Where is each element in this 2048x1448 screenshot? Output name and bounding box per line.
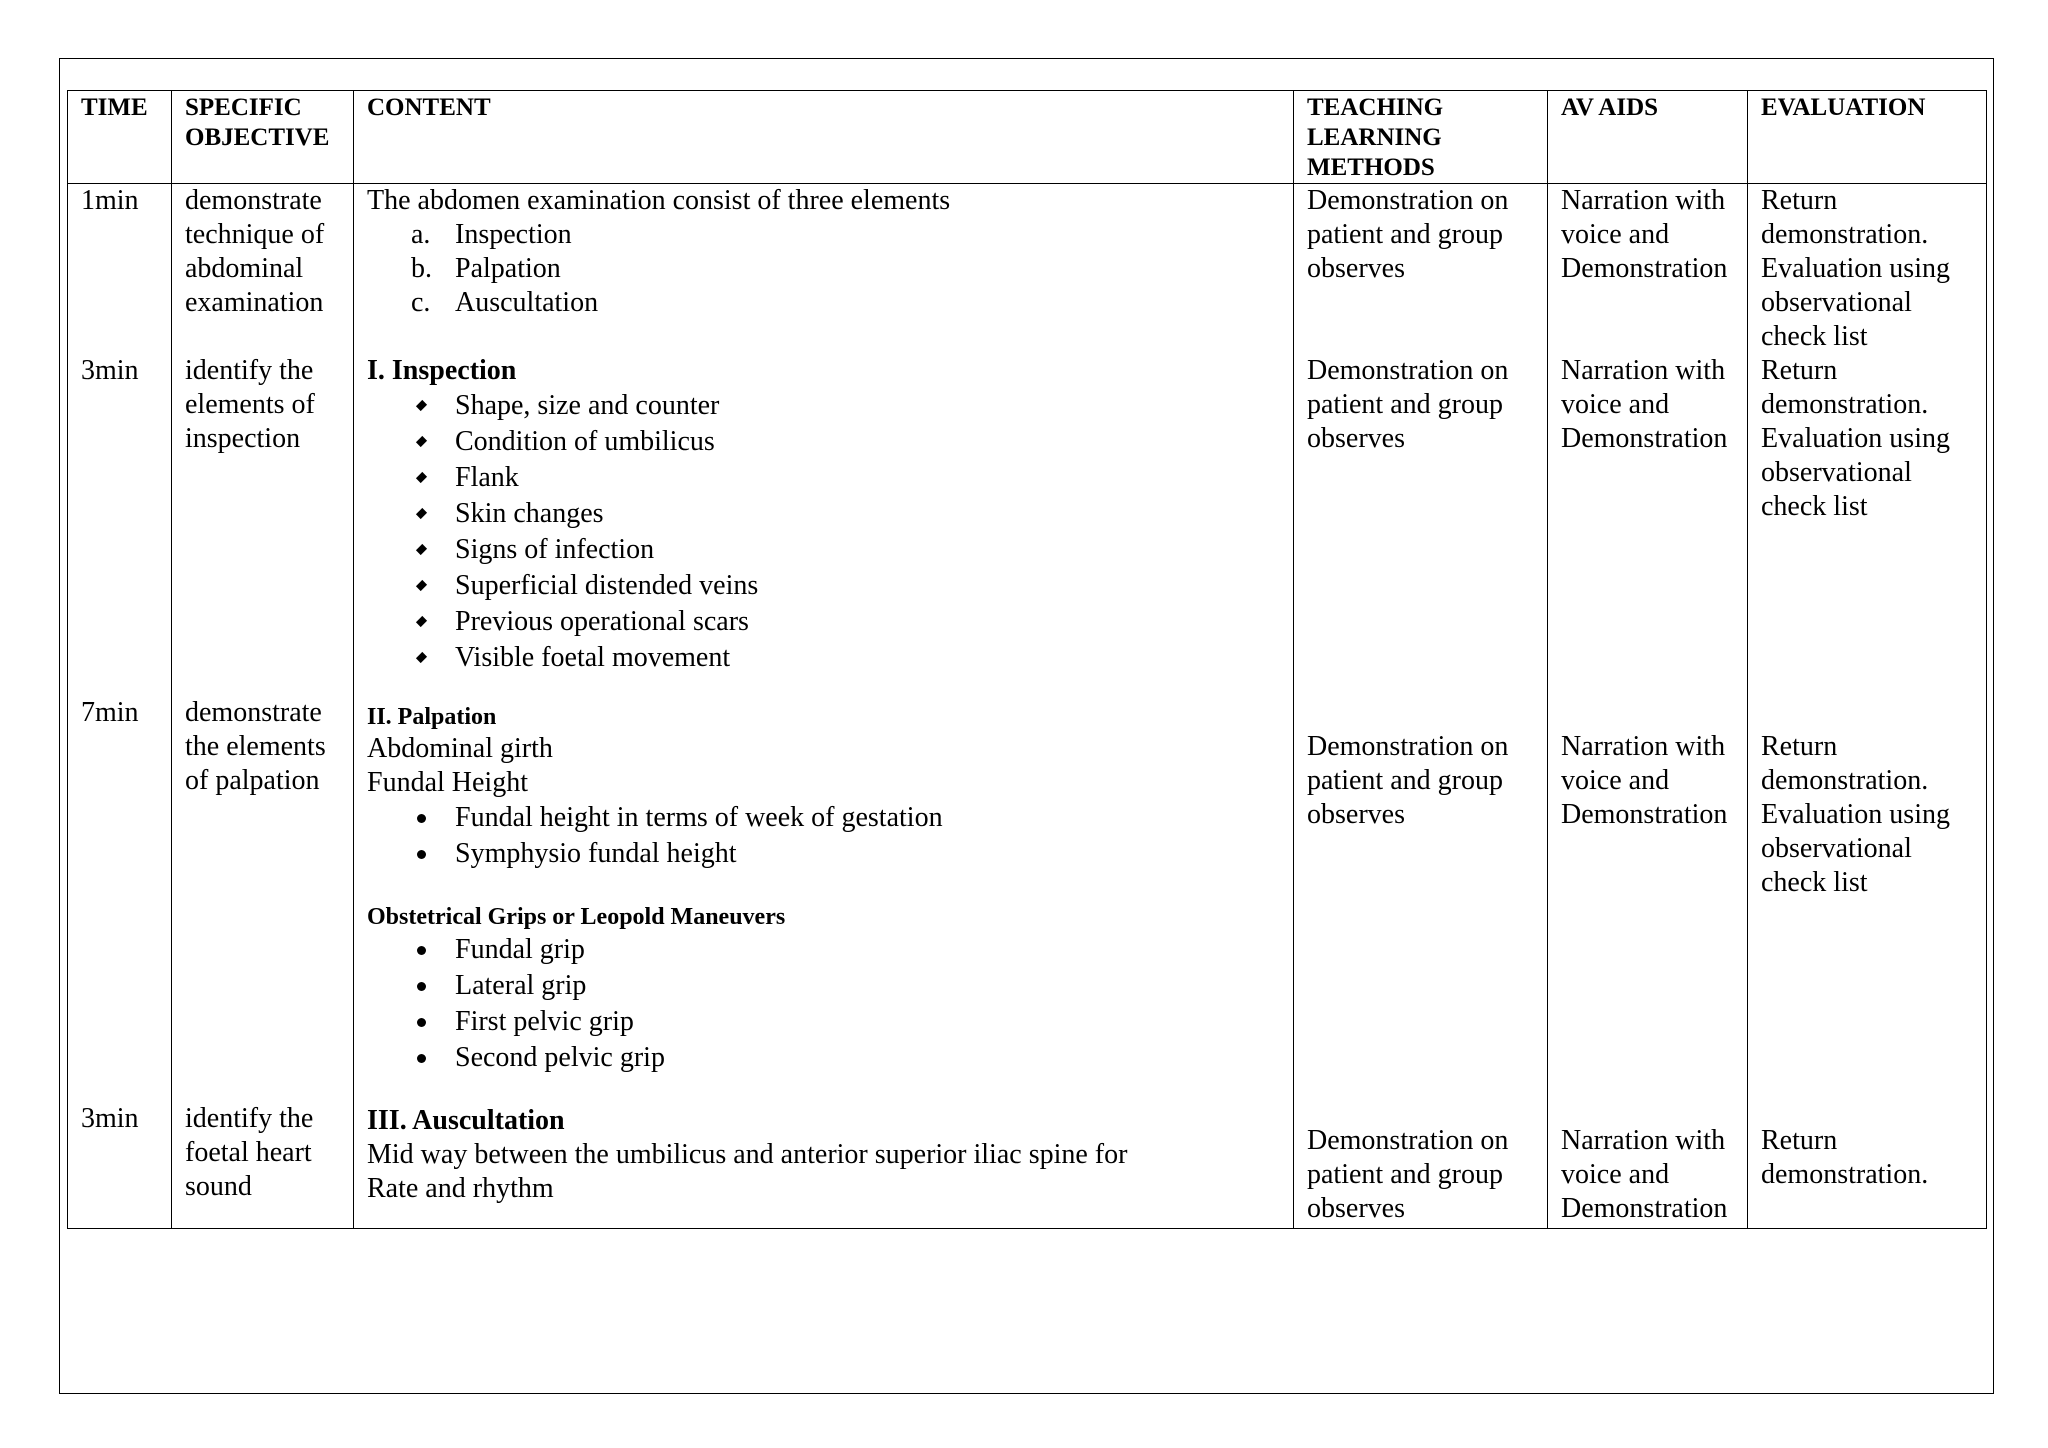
list-item: [367, 836, 1293, 872]
time-cell: [68, 354, 172, 696]
content-line: Rate and rhythm: [367, 1173, 554, 1204]
list-item: [367, 800, 1293, 836]
evaluation-line: Evaluation using: [1761, 799, 1950, 830]
list-item: [367, 424, 1293, 460]
objective-cell: [172, 696, 354, 1102]
table-row: [68, 1102, 1987, 1229]
list-item: [367, 218, 1293, 252]
av-aids-line: Demonstration: [1561, 799, 1728, 830]
list-item-text: Condition of umbilicus: [455, 426, 715, 457]
list-item-text: Second pelvic grip: [455, 1042, 665, 1073]
header-content: CONTENT: [354, 91, 1294, 184]
methods-line: Demonstration on: [1307, 185, 1509, 216]
section-heading-auscultation: III. Auscultation: [367, 1105, 565, 1136]
evaluation-line: observational: [1761, 287, 1912, 318]
methods-line: observes: [1307, 1193, 1405, 1224]
diamond-bullet-icon: [416, 652, 427, 663]
methods-line: patient and group: [1307, 765, 1503, 796]
bullet-icon: [417, 814, 426, 823]
evaluation-line: Return: [1761, 1125, 1838, 1156]
list-item: [367, 532, 1293, 568]
list-item: [367, 388, 1293, 424]
methods-line: patient and group: [1307, 219, 1503, 250]
spacer: [1561, 696, 1747, 730]
list-item: [367, 496, 1293, 532]
list-item-text: Previous operational scars: [455, 606, 749, 637]
section-heading-palpation: II. Palpation: [367, 704, 497, 730]
content-cell: [354, 184, 1294, 355]
time-value: 1min: [81, 185, 139, 216]
spacer: [1561, 1102, 1747, 1124]
evaluation-line: check list: [1761, 867, 1868, 898]
bullet-icon: [417, 946, 426, 955]
objective-line: examination: [185, 287, 324, 318]
content-cell: [354, 354, 1294, 696]
elements-list: [367, 218, 1293, 320]
list-item-text: Superficial distended veins: [455, 570, 759, 601]
list-item-text: Visible foetal movement: [455, 642, 731, 673]
content-intro: The abdomen examination consist of three elements: [367, 185, 951, 216]
list-item-text: Skin changes: [455, 498, 604, 529]
list-marker: b.: [411, 253, 432, 284]
methods-cell: [1294, 184, 1548, 355]
time-cell: [68, 1102, 172, 1229]
list-item-text: Symphysio fundal height: [455, 838, 737, 869]
list-marker: a.: [411, 219, 431, 250]
av-aids-cell: [1548, 696, 1748, 1102]
diamond-bullet-icon: [416, 616, 427, 627]
evaluation-line: demonstration.: [1761, 219, 1929, 250]
methods-cell: [1294, 696, 1548, 1102]
list-item: [367, 568, 1293, 604]
list-item-text: Lateral grip: [455, 970, 587, 1001]
objective-line: demonstrate: [185, 185, 322, 216]
bullet-icon: [417, 1018, 426, 1027]
time-value: 7min: [81, 697, 139, 728]
av-aids-line: voice and: [1561, 1159, 1670, 1190]
diamond-bullet-icon: [416, 508, 427, 519]
evaluation-line: check list: [1761, 491, 1868, 522]
time-cell: [68, 696, 172, 1102]
objective-line: elements of: [185, 389, 315, 420]
list-item-text: First pelvic grip: [455, 1006, 634, 1037]
objective-line: identify the: [185, 355, 314, 386]
av-aids-cell: [1548, 184, 1748, 355]
evaluation-cell: [1748, 1102, 1987, 1229]
list-item: [367, 1004, 1293, 1040]
evaluation-line: demonstration.: [1761, 765, 1929, 796]
evaluation-cell: [1748, 354, 1987, 696]
leopold-grips-list: [367, 932, 1293, 1076]
av-aids-line: Narration with: [1561, 355, 1726, 386]
time-cell: [68, 184, 172, 355]
objective-line: demonstrate: [185, 697, 322, 728]
methods-line: observes: [1307, 799, 1405, 830]
bullet-icon: [417, 1054, 426, 1063]
objective-line: of palpation: [185, 765, 320, 796]
header-time: TIME: [68, 91, 172, 184]
evaluation-line: demonstration.: [1761, 1159, 1929, 1190]
header-av-aids: AV AIDS: [1548, 91, 1748, 184]
evaluation-line: Evaluation using: [1761, 423, 1950, 454]
content-cell: [354, 1102, 1294, 1229]
methods-line: observes: [1307, 423, 1405, 454]
evaluation-line: check list: [1761, 321, 1868, 352]
content-line: Abdominal girth: [367, 733, 553, 764]
objective-line: technique of: [185, 219, 325, 250]
evaluation-line: Return: [1761, 185, 1838, 216]
av-aids-line: Demonstration: [1561, 1193, 1728, 1224]
objective-cell: [172, 184, 354, 355]
fundal-height-list: [367, 800, 1293, 872]
av-aids-cell: [1548, 354, 1748, 696]
diamond-bullet-icon: [416, 436, 427, 447]
table-row: [68, 184, 1987, 355]
list-item: [367, 968, 1293, 1004]
inspection-list: [367, 388, 1293, 676]
list-item-text: Flank: [455, 462, 519, 493]
spacer: [367, 872, 1293, 902]
av-aids-line: voice and: [1561, 765, 1670, 796]
list-item-text: Auscultation: [455, 287, 599, 318]
evaluation-cell: [1748, 696, 1987, 1102]
objective-cell: [172, 354, 354, 696]
list-item-text: Fundal height in terms of week of gestation: [455, 802, 943, 833]
list-item: [367, 286, 1293, 320]
av-aids-line: Demonstration: [1561, 253, 1728, 284]
objective-line: abdominal: [185, 253, 304, 284]
methods-line: Demonstration on: [1307, 355, 1509, 386]
methods-line: patient and group: [1307, 389, 1503, 420]
list-item-text: Fundal grip: [455, 934, 585, 965]
objective-line: inspection: [185, 423, 301, 454]
list-item: [367, 932, 1293, 968]
objective-line: the elements: [185, 731, 326, 762]
list-marker: c.: [411, 287, 431, 318]
objective-cell: [172, 1102, 354, 1229]
evaluation-line: observational: [1761, 833, 1912, 864]
objective-line: sound: [185, 1171, 252, 1202]
evaluation-cell: [1748, 184, 1987, 355]
time-value: 3min: [81, 355, 139, 386]
section-heading-inspection: I. Inspection: [367, 355, 517, 386]
list-item: [367, 252, 1293, 286]
header-teaching-learning-methods: TEACHING LEARNING METHODS: [1294, 91, 1548, 184]
list-item-text: Signs of infection: [455, 534, 655, 565]
av-aids-line: voice and: [1561, 219, 1670, 250]
list-item: [367, 460, 1293, 496]
av-aids-line: Demonstration: [1561, 423, 1728, 454]
objective-line: foetal heart: [185, 1137, 312, 1168]
evaluation-line: Return: [1761, 355, 1838, 386]
evaluation-line: Return: [1761, 731, 1838, 762]
table-header-row: [68, 91, 1987, 184]
spacer: [1307, 696, 1547, 730]
diamond-bullet-icon: [416, 472, 427, 483]
av-aids-cell: [1548, 1102, 1748, 1229]
header-specific-objective: SPECIFIC OBJECTIVE: [172, 91, 354, 184]
av-aids-line: voice and: [1561, 389, 1670, 420]
diamond-bullet-icon: [416, 400, 427, 411]
av-aids-line: Narration with: [1561, 731, 1726, 762]
bullet-icon: [417, 850, 426, 859]
spacer: [1307, 1102, 1547, 1124]
av-aids-line: Narration with: [1561, 1125, 1726, 1156]
diamond-bullet-icon: [416, 580, 427, 591]
av-aids-line: Narration with: [1561, 185, 1726, 216]
content-cell: [354, 696, 1294, 1102]
content-line: Fundal Height: [367, 767, 528, 798]
spacer: [1761, 1102, 1986, 1124]
list-item: [367, 604, 1293, 640]
list-item: [367, 640, 1293, 676]
spacer: [1761, 696, 1986, 730]
section-subheading-leopold: Obstetrical Grips or Leopold Maneuvers: [367, 904, 786, 930]
table-row: [68, 354, 1987, 696]
bullet-icon: [417, 982, 426, 991]
objective-line: identify the: [185, 1103, 314, 1134]
methods-cell: [1294, 354, 1548, 696]
evaluation-line: observational: [1761, 457, 1912, 488]
header-evaluation: EVALUATION: [1748, 91, 1987, 184]
evaluation-line: demonstration.: [1761, 389, 1929, 420]
lesson-plan-table: [67, 90, 1987, 1229]
evaluation-line: Evaluation using: [1761, 253, 1950, 284]
methods-line: observes: [1307, 253, 1405, 284]
methods-line: Demonstration on: [1307, 1125, 1509, 1156]
time-value: 3min: [81, 1103, 139, 1134]
content-line: Mid way between the umbilicus and anterior superior iliac spine for: [367, 1139, 1128, 1170]
list-item-text: Inspection: [455, 219, 572, 250]
list-item-text: Shape, size and counter: [455, 390, 720, 421]
diamond-bullet-icon: [416, 544, 427, 555]
table-row: [68, 696, 1987, 1102]
methods-line: patient and group: [1307, 1159, 1503, 1190]
list-item: [367, 1040, 1293, 1076]
methods-line: Demonstration on: [1307, 731, 1509, 762]
methods-cell: [1294, 1102, 1548, 1229]
list-item-text: Palpation: [455, 253, 561, 284]
